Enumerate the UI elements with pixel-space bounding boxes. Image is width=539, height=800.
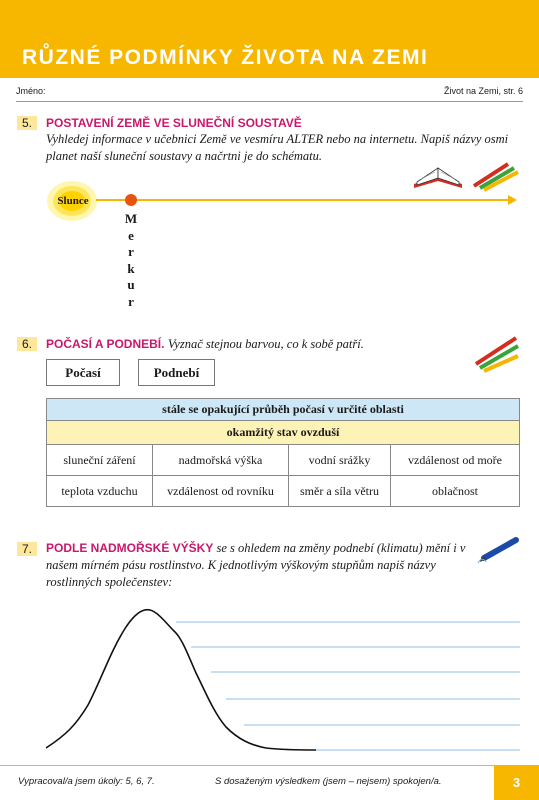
sun-label: Slunce (57, 195, 89, 207)
table-row (46, 445, 520, 476)
task-6-number: 6. (17, 337, 37, 351)
planet-letter: u (127, 277, 135, 292)
mountain-profile (46, 610, 316, 750)
planet-letter: k (127, 260, 135, 276)
task-6-text: Vyznač stejnou barvou, co k sobě patří. (167, 337, 364, 351)
page-title: RŮZNÉ PODMÍNKY ŽIVOTA NA ZEMI (22, 46, 429, 69)
pencils-icon (472, 334, 520, 374)
box-pocasi: Počasí (46, 359, 120, 386)
orbit-line (96, 199, 510, 201)
task-5-text: Vyhledej informace v učebnici Země ve vesmíru ALTER nebo na internetu. Napiš názvy osmi planet naší sluneční soustavy a načrtni je do schématu. (46, 132, 509, 163)
planet-letter: M (124, 211, 138, 226)
reference-label: Život na Zemi, str. 6 (443, 86, 523, 96)
planet-letter: r (128, 244, 134, 259)
footer-line (0, 765, 539, 766)
footer-satisfaction: S dosaženým výsledkem (jsem – nejsem) spokojen/a. (215, 776, 442, 787)
mountain-diagram (46, 605, 522, 755)
table-row-blue (46, 398, 520, 421)
table-cell: nadmořská výška (153, 445, 289, 475)
task-7-text: se s ohledem na změny podnebí (klimatu) mění i v našem mírném pásu rostlinstvo. K jednotlivým výškovým stupňům napiš názvy rostlinných společenstev: (46, 541, 466, 589)
table-cell: okamžitý stav ovzduší (226, 425, 340, 439)
meta-row (16, 86, 523, 100)
pen-icon (476, 534, 522, 566)
table-cell: stále se opakující průběh počasí v určité oblasti (162, 402, 404, 416)
footer-done-tasks: Vypracoval/a jsem úkoly: 5, 6, 7. (18, 776, 155, 787)
table-cell: vodní srážky (289, 445, 391, 475)
table-cell: vzdálenost od moře (408, 452, 502, 467)
table-cell: teplota vzduchu (47, 476, 153, 506)
table-row (46, 476, 520, 507)
page-number: 3 (494, 766, 539, 800)
task-7-title: PODLE NADMOŘSKÉ VÝŠKY (46, 541, 214, 555)
planet-letter: e (128, 227, 134, 243)
task-6-title (46, 337, 364, 352)
task-7-number: 7. (17, 542, 37, 556)
box-podnebi: Podnebí (138, 359, 215, 386)
table-cell: oblačnost (432, 483, 478, 498)
mercury-dot (125, 194, 137, 206)
task-6-title-text: POČASÍ A PODNEBÍ. (46, 337, 165, 351)
task-7-paragraph (46, 540, 479, 591)
task-5-number: 5. (17, 116, 37, 130)
orbit-arrow-icon (508, 195, 517, 205)
name-label: Jméno: (16, 86, 46, 96)
book-and-pencils-icon (412, 158, 520, 192)
table-row-yellow (46, 421, 520, 445)
task-5-title: POSTAVENÍ ZEMĚ VE SLUNEČNÍ SOUSTAVĚ (46, 116, 302, 130)
matching-table (46, 398, 520, 507)
name-line (16, 101, 523, 102)
planet-letter: r (128, 293, 134, 309)
planet-label-mercury (121, 211, 141, 310)
table-cell: směr a síla větru (289, 476, 391, 506)
table-cell: vzdálenost od rovníku (153, 476, 289, 506)
table-cell: sluneční záření (47, 445, 153, 475)
